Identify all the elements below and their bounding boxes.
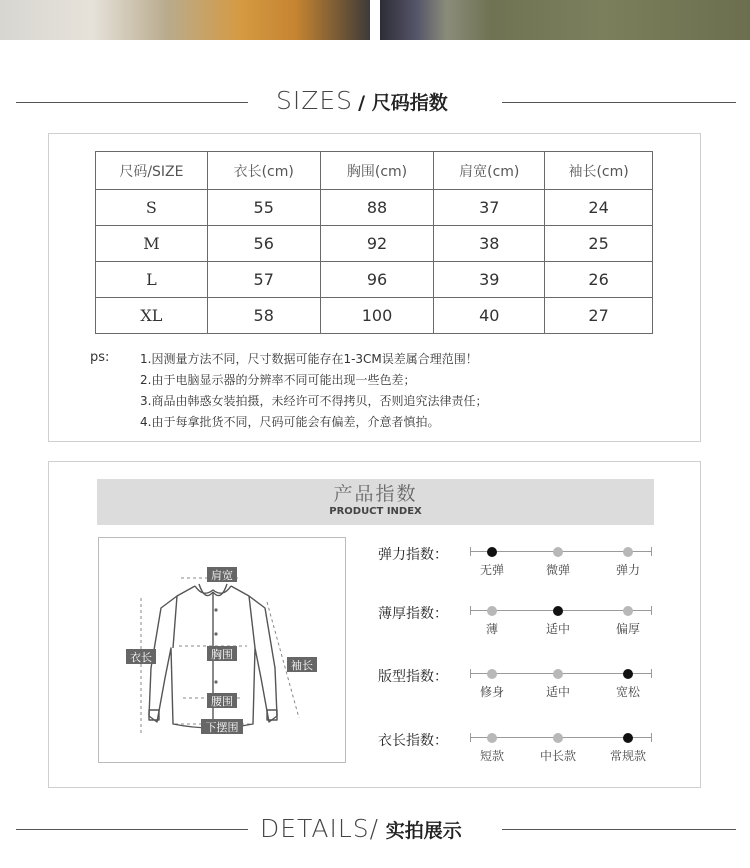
index-option-label: 微弹 <box>545 563 571 577</box>
table-cell: 38 <box>434 226 545 262</box>
notes-label: ps: <box>90 350 110 365</box>
index-option-label: 偏厚 <box>615 622 641 636</box>
table-cell: 25 <box>545 226 653 262</box>
index-option-label: 修身 <box>479 685 505 699</box>
garment-diagram <box>98 537 346 763</box>
details-rule-right <box>502 829 736 830</box>
table-cell: XL <box>96 298 208 334</box>
index-option-label: 适中 <box>545 685 571 699</box>
label-sleeve: 袖长 <box>291 659 313 672</box>
table-cell: 57 <box>207 262 320 298</box>
index-tick <box>470 606 471 615</box>
product-index-title-cn: 产品指数 <box>333 483 418 505</box>
index-option-label: 适中 <box>545 622 571 636</box>
label-length: 衣长 <box>130 651 152 664</box>
index-tick <box>651 547 652 556</box>
index-dot-selected <box>487 547 497 557</box>
index-scale <box>470 732 652 744</box>
index-dot <box>487 669 497 679</box>
product-index-banner <box>97 479 654 525</box>
index-tick <box>470 547 471 556</box>
index-dot <box>553 669 563 679</box>
index-dot <box>553 733 563 743</box>
table-cell: 24 <box>545 190 653 226</box>
table-row <box>96 226 653 262</box>
size-table-header-row <box>96 152 653 190</box>
label-waist: 腰围 <box>211 695 233 708</box>
note-item: 2.由于电脑显示器的分辨率不同可能出现一些色差； <box>140 373 416 387</box>
index-tick <box>470 733 471 742</box>
index-dot <box>623 606 633 616</box>
table-cell: 27 <box>545 298 653 334</box>
table-row <box>96 190 653 226</box>
col-header-chest: 胸围(cm) <box>320 152 434 190</box>
note-item: 1.因测量方法不同，尺寸数据可能存在1-3CM误差属合理范围！ <box>140 352 478 366</box>
table-row <box>96 262 653 298</box>
index-label: 弹力指数： <box>378 547 448 563</box>
col-header-sleeve: 袖长(cm) <box>545 152 653 190</box>
details-title-cn: 实拍展示 <box>379 820 462 842</box>
table-cell: S <box>96 190 208 226</box>
details-title-en: DETAILS/ <box>260 814 380 843</box>
details-section-title <box>260 814 462 843</box>
index-option-label: 无弹 <box>479 563 505 577</box>
col-header-size: 尺码/SIZE <box>96 152 208 190</box>
label-shoulder: 肩宽 <box>211 569 233 582</box>
table-cell: 100 <box>320 298 434 334</box>
index-option-label: 常规款 <box>609 749 647 763</box>
index-option-label: 宽松 <box>615 685 641 699</box>
table-cell: 96 <box>320 262 434 298</box>
label-chest: 胸围 <box>211 648 233 661</box>
shirt-outline-icon <box>99 538 347 764</box>
product-photo-right <box>380 0 750 40</box>
index-dot-selected <box>623 733 633 743</box>
index-label: 衣长指数： <box>378 733 448 749</box>
table-cell: 26 <box>545 262 653 298</box>
sizes-section-title <box>276 86 448 115</box>
index-scale <box>470 605 652 617</box>
index-tick <box>470 669 471 678</box>
header-rule-left <box>16 102 248 103</box>
index-tick <box>651 669 652 678</box>
index-option-label: 短款 <box>479 749 505 763</box>
table-cell: M <box>96 226 208 262</box>
label-hem: 下摆围 <box>205 721 239 734</box>
index-dot-selected <box>623 669 633 679</box>
index-option-label: 薄 <box>485 622 499 636</box>
index-scale <box>470 546 652 558</box>
header-rule-right <box>502 102 736 103</box>
table-cell: 37 <box>434 190 545 226</box>
product-index-title-en: PRODUCT INDEX <box>329 506 422 517</box>
table-cell: 88 <box>320 190 434 226</box>
index-option-label: 中长款 <box>539 749 577 763</box>
table-cell: L <box>96 262 208 298</box>
table-row <box>96 298 653 334</box>
table-cell: 56 <box>207 226 320 262</box>
table-cell: 40 <box>434 298 545 334</box>
index-dot <box>553 547 563 557</box>
details-rule-left <box>16 829 248 830</box>
index-tick <box>651 606 652 615</box>
index-label: 版型指数： <box>378 669 448 685</box>
index-label: 薄厚指数： <box>378 606 448 622</box>
index-dot-selected <box>553 606 563 616</box>
notes-list <box>140 349 487 433</box>
table-cell: 55 <box>207 190 320 226</box>
table-cell: 39 <box>434 262 545 298</box>
index-tick <box>651 733 652 742</box>
col-header-shoulder: 肩宽(cm) <box>434 152 545 190</box>
index-option-label: 弹力 <box>615 563 641 577</box>
col-header-length: 衣长(cm) <box>207 152 320 190</box>
index-scale <box>470 668 652 680</box>
table-cell: 58 <box>207 298 320 334</box>
note-item: 4.由于每拿批货不同，尺码可能会有偏差，介意者慎拍。 <box>140 415 440 429</box>
index-dot <box>487 733 497 743</box>
product-photo-left <box>0 0 370 40</box>
note-item: 3.商品由韩惑女装拍摄，未经许可不得拷贝，否则追究法律责任； <box>140 394 488 408</box>
sizes-title-cn: / 尺码指数 <box>358 92 448 114</box>
table-cell: 92 <box>320 226 434 262</box>
index-dot <box>623 547 633 557</box>
sizes-title-en: SIZES <box>276 86 354 115</box>
size-table <box>95 151 653 334</box>
index-dot <box>487 606 497 616</box>
